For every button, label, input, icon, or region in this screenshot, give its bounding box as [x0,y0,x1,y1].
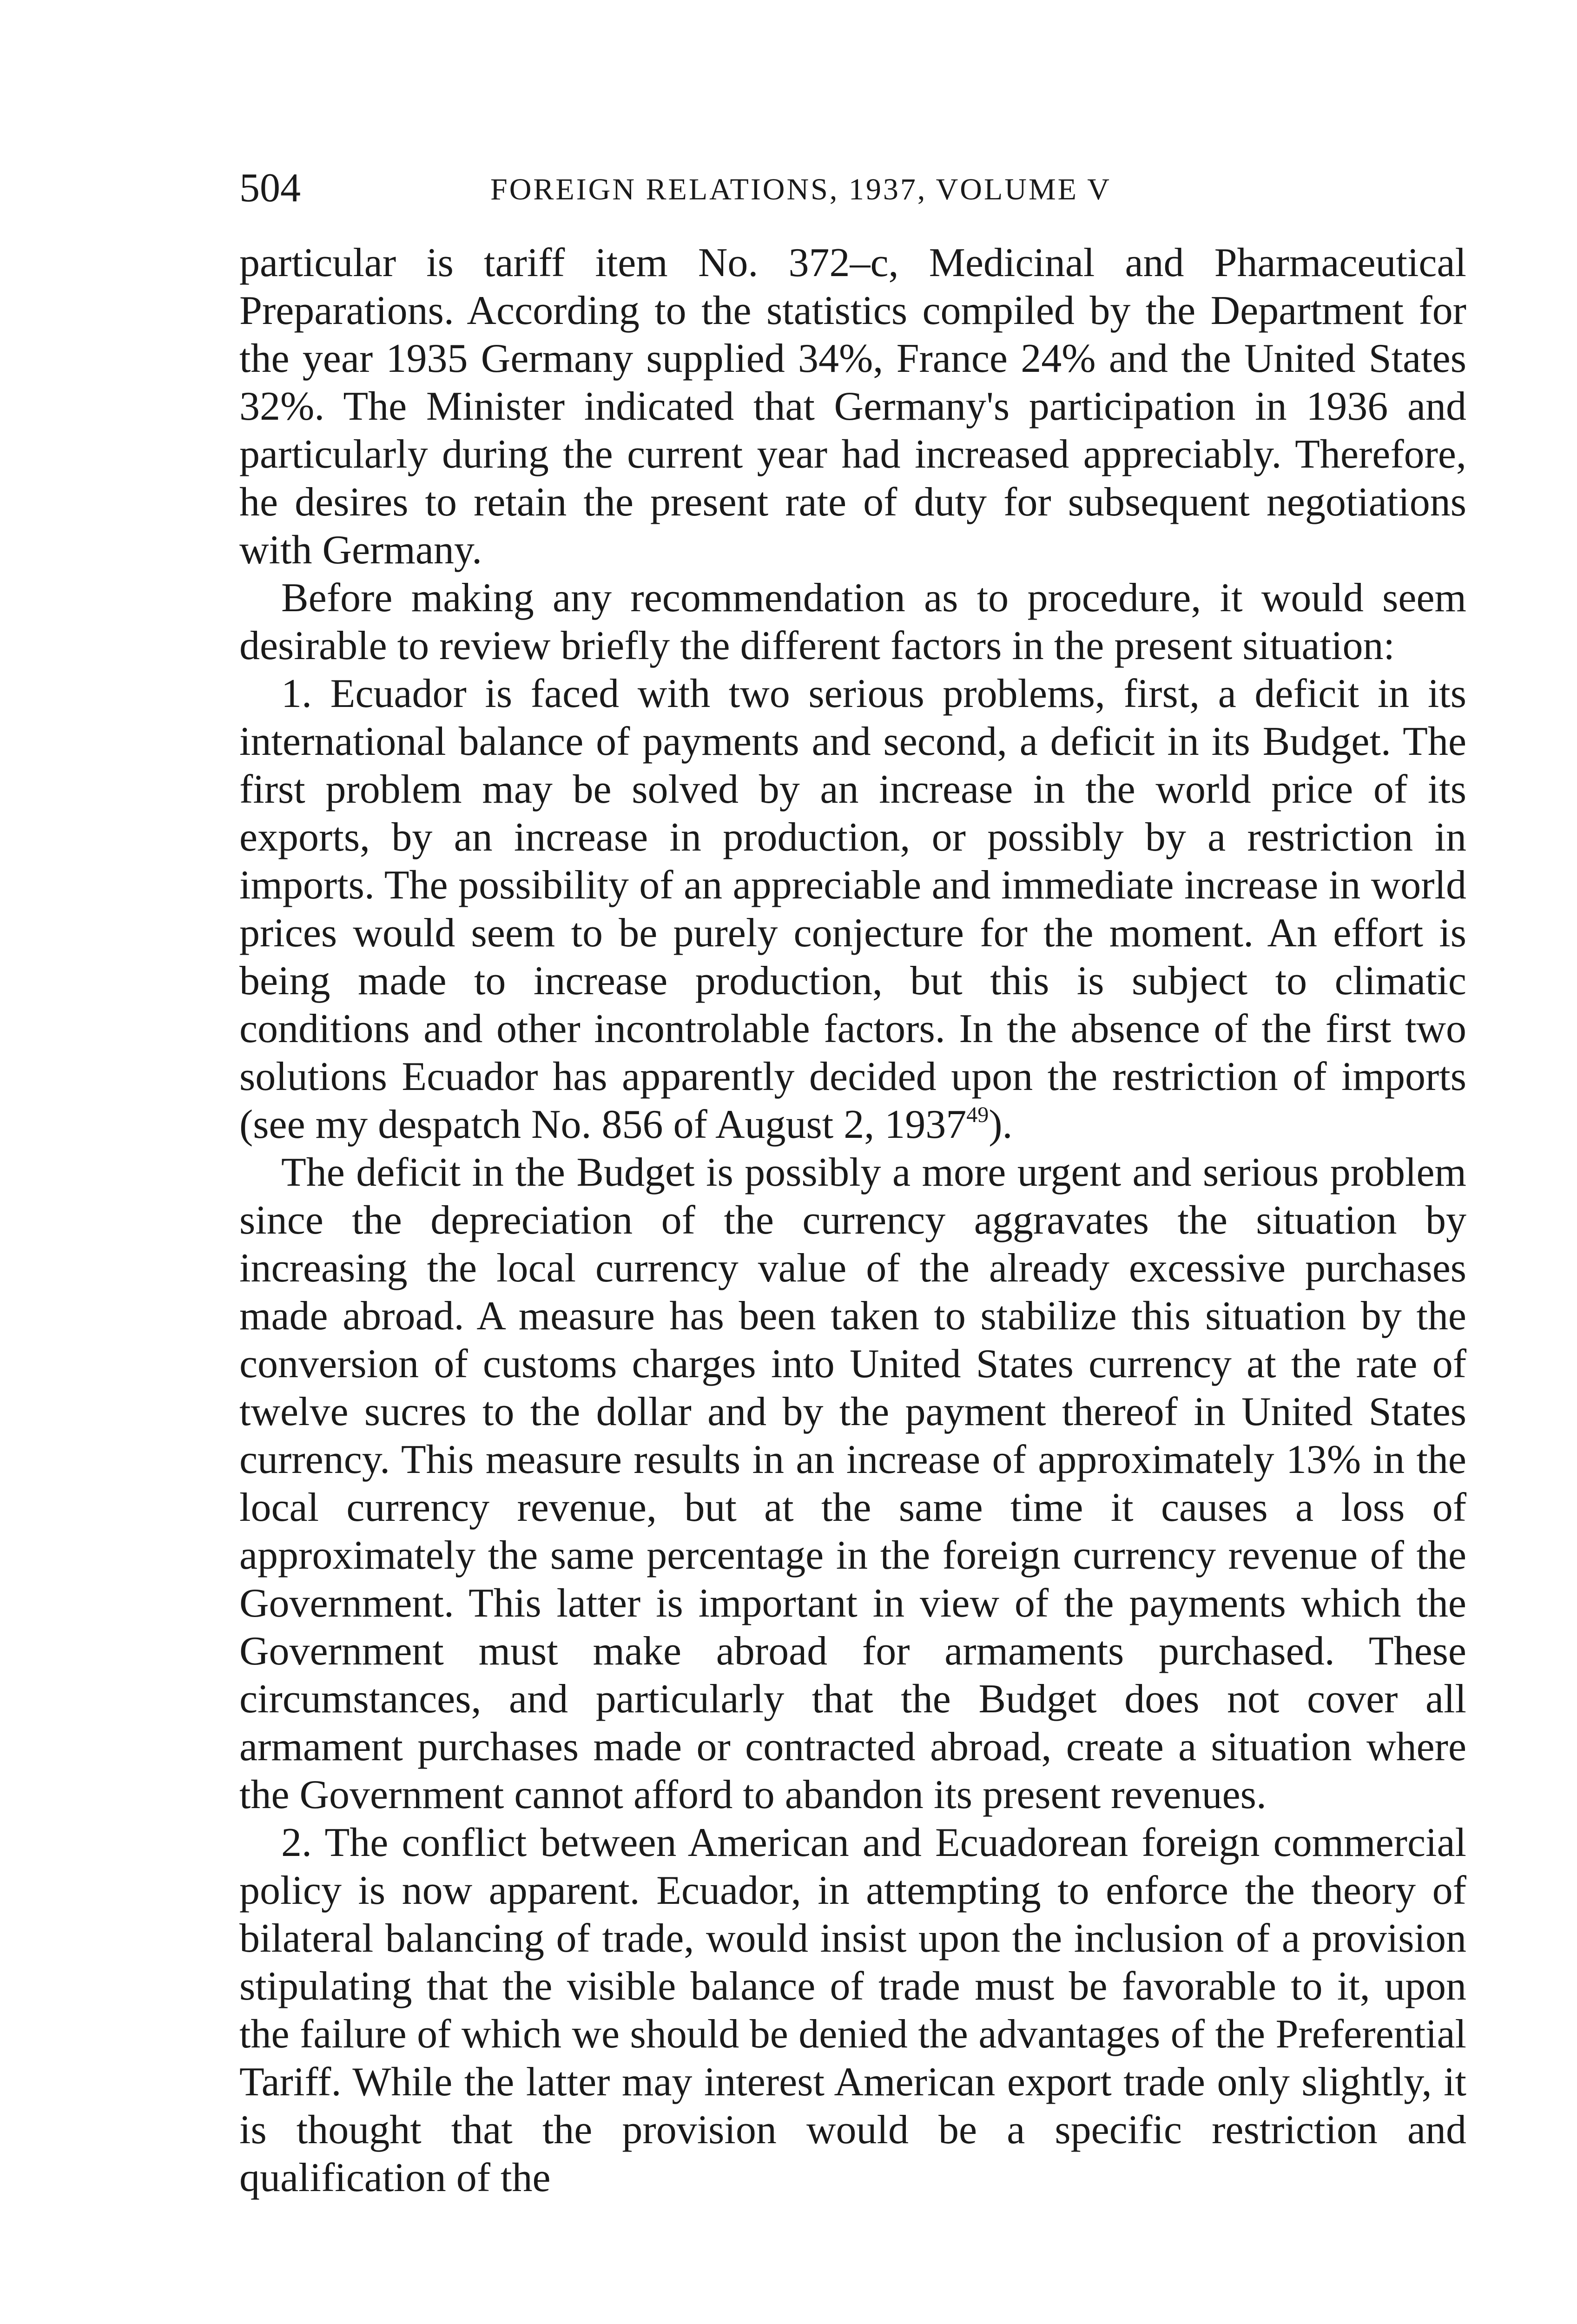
paragraph-point-one-text: 1. Ecuador is faced with two serious problems, first, a deficit in its international balance of payments and second, a deficit in its Budget. The first problem may be solved by an increase in the world price of its exports, by an increase in production, or possibly by a restriction in imports. The possibility of an appreciable and immediate increase in world prices would seem to be purely conjecture for the moment. An effort is being made to increase production, but this is subject to climatic conditions and other incontrolable factors. In the absence of the first two solutions Ecuador has apparently decided upon the restriction of imports (see my despatch No. 856 of August 2, 1937 [239,671,1466,1147]
paragraph-point-one [239,670,1466,1149]
paragraph-budget-deficit: The deficit in the Budget is possibly a more urgent and serious problem since the depreciation of the currency aggravates the situation by increasing the local currency value of the already excessive purchases made abroad. A measure has been taken to stabilize this situation by the conversion of customs charges into United States currency at the rate of twelve sucres to the dollar and by the payment thereof in United States currency. This measure results in an increase of approximately 13% in the local currency revenue, but at the same time it causes a loss of approximately the same percentage in the foreign currency revenue of the Government. This latter is important in view of the payments which the Government must make abroad for armaments purchased. These circumstances, and particularly that the Budget does not cover all armament purchases made or contracted abroad, create a situation where the Government cannot afford to abandon its present revenues. [239,1150,1466,1817]
paragraph-point-two: 2. The conflict between American and Ecuadorean foreign commercial policy is now apparent. Ecuador, in attempting to enforce the theory of bilateral balancing of trade, would insist upon the inclusion of a provision stipulating that the visible balance of trade must be favorable to it, upon the failure of which we should be denied the advantages of the Preferential Tariff. While the latter may interest American export trade only slightly, it is thought that the provision would be a specific restriction and qualification of the [239,1820,1466,2200]
paragraph-point-one-tail: ). [989,1102,1013,1147]
running-head: FOREIGN RELATIONS, 1937, VOLUME V [490,172,1111,206]
page-header [239,163,1466,218]
body-text [239,239,1466,2202]
paragraph-review-intro: Before making any recommendation as to procedure, it would seem desirable to review briefly the different factors in the present situation: [239,575,1466,668]
paragraph-continuation: particular is tariff item No. 372–c, Medicinal and Pharmaceutical Preparations. According to the statistics compiled by the Department for the year 1935 Germany supplied 34%, France 24% and the United States 32%. The Minister indicated that Germany's participation in 1936 and particularly during the current year had increased appreciably. Therefore, he desires to retain the present rate of duty for subsequent negotiations with Germany. [239,240,1466,573]
page-number: 504 [239,165,301,211]
footnote-reference: 49 [966,1103,989,1127]
